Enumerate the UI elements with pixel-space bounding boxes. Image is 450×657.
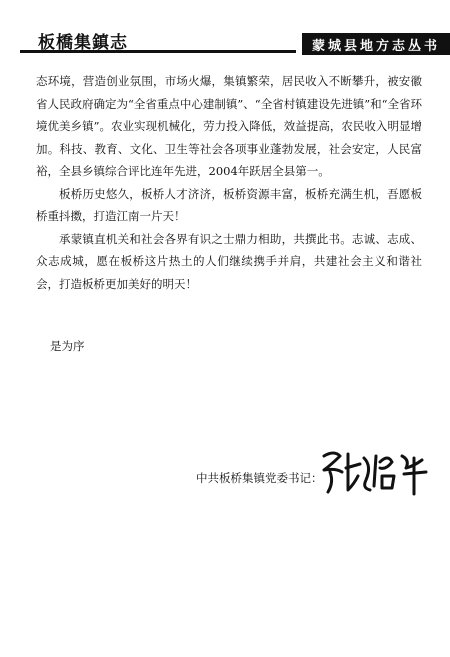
page-header [0, 0, 450, 58]
series-title-box [298, 33, 450, 55]
paragraph: 板桥历史悠久，板桥人才济济，板桥资源丰富，板桥充满生机，吾愿板桥重抖擞，打造江南一片天！ [36, 186, 422, 223]
paragraph: 承蒙镇直机关和社会各界有识之士鼎力相助，共撰此书。志诚、志成、众志成城，愿在板桥这片热土的人们继续携手并肩，共建社会主义和谐社会，打造板桥更加美好的明天！ [36, 231, 422, 291]
series-title: 蒙城县地方志丛书 [312, 39, 441, 54]
book-title: 板橋集鎮志 [38, 33, 128, 53]
header-rule [20, 50, 296, 53]
paragraph-continuation: 态环境，营造创业氛围，市场火爆，集镇繁荣，居民收入不断攀升，被安徽省人民政府确定为“全省重点中心建制镇”、“全省村镇建设先进镇”和“全省环境优美乡镇”。农业实现机械化，劳力投入降低，效益提高，农民收入明显增加。科技、教育、文化、卫生等社会各项事业蓬勃发展，社会安定，人民富裕，全县乡镇综合评比连年先进，2004年跃居全县第一。 [36, 74, 422, 178]
handwritten-signature [318, 446, 433, 496]
preface-body [36, 70, 422, 295]
closing-phrase: 是为序 [50, 339, 85, 353]
signature-label: 中共板桥集镇党委书记： [196, 471, 323, 485]
